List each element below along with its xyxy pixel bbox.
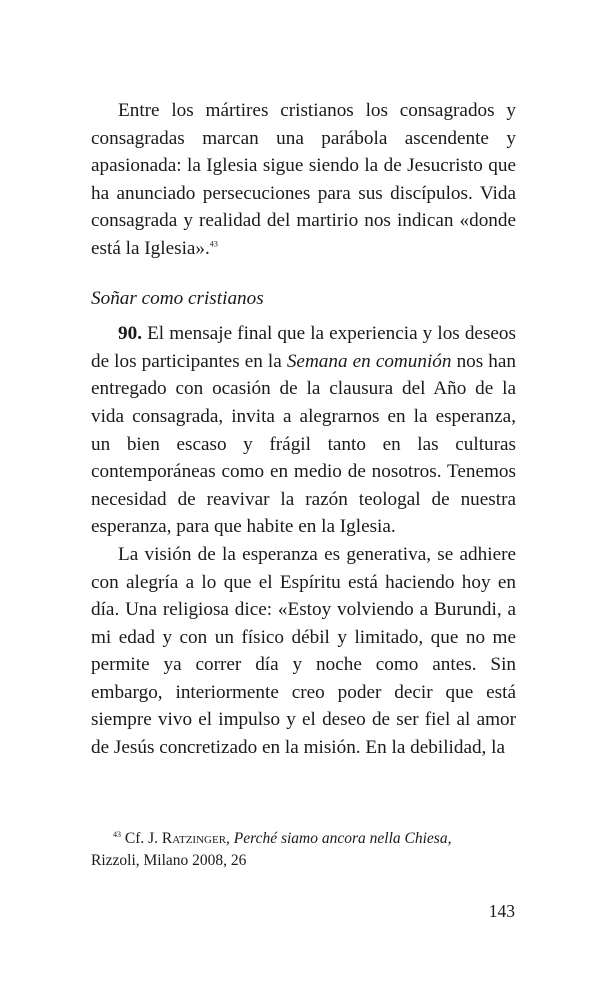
footnote-line: $^{43}$ Cf. J. Ratzinger, Perché siamo ancora nella Chiesa, xyxy=(113,829,452,847)
paragraph-text: El mensaje final que la experiencia y los deseos de los participantes en la xyxy=(91,323,516,372)
paragraph-number: 90. xyxy=(118,323,142,345)
footnote-author: Ratzinger xyxy=(161,830,227,847)
paragraph-text: nos han entregado con ocasión de la clausura del Año de la vida consagrada, invita a alegrarnos en la esperanza, un bien escaso y frágil tanto en las culturas contemporáneas como en medio de nosotros. Tenemos necesidad de reavivar la razón teologal de nuestra esperanza, para que habite en la Iglesia. xyxy=(91,350,516,538)
paragraph xyxy=(91,541,516,762)
footnote-title: Perché siamo ancora nella Chiesa xyxy=(233,830,448,847)
page-body xyxy=(91,97,516,762)
footnote xyxy=(91,828,516,872)
paragraph xyxy=(91,320,516,541)
paragraph-text: Entre los mártires cristianos los consagrados y consagradas marcan una parábola ascendente y apasionada: la Iglesia sigue siendo la de Jesucristo que ha anunciado persecuciones para sus discípulos. Vida consagrada y realidad del martirio nos indican «donde está la Iglesia». xyxy=(91,100,516,259)
italic-title: Semana en comunión xyxy=(286,350,452,372)
footnote-reference[interactable]: 43 xyxy=(209,239,218,249)
footnote-marker: 43 xyxy=(113,829,121,839)
paragraph xyxy=(91,97,516,263)
footnote-publisher: Rizzoli, Milano 2008, 26 xyxy=(91,852,247,869)
paragraph-text: La visión de la esperanza es generativa, se adhiere con alegría a lo que el Espíritu está haciendo hoy en día. Una religiosa dice: «Estoy volviendo a Burundi, a mi edad y con un físico débil y limitado, que no me permite ya correr día y noche como antes. Sin embargo, interiormente creo poder decir que está siempre vivo el impulso y el deseo de ser fiel al amor de Jesús concretizado en la misión. En la debilidad, la xyxy=(91,543,516,759)
footnote-prefix: Cf. J. xyxy=(124,830,162,847)
section-heading: Soñar como cristianos xyxy=(91,287,264,309)
page-number: 143 xyxy=(488,901,515,921)
